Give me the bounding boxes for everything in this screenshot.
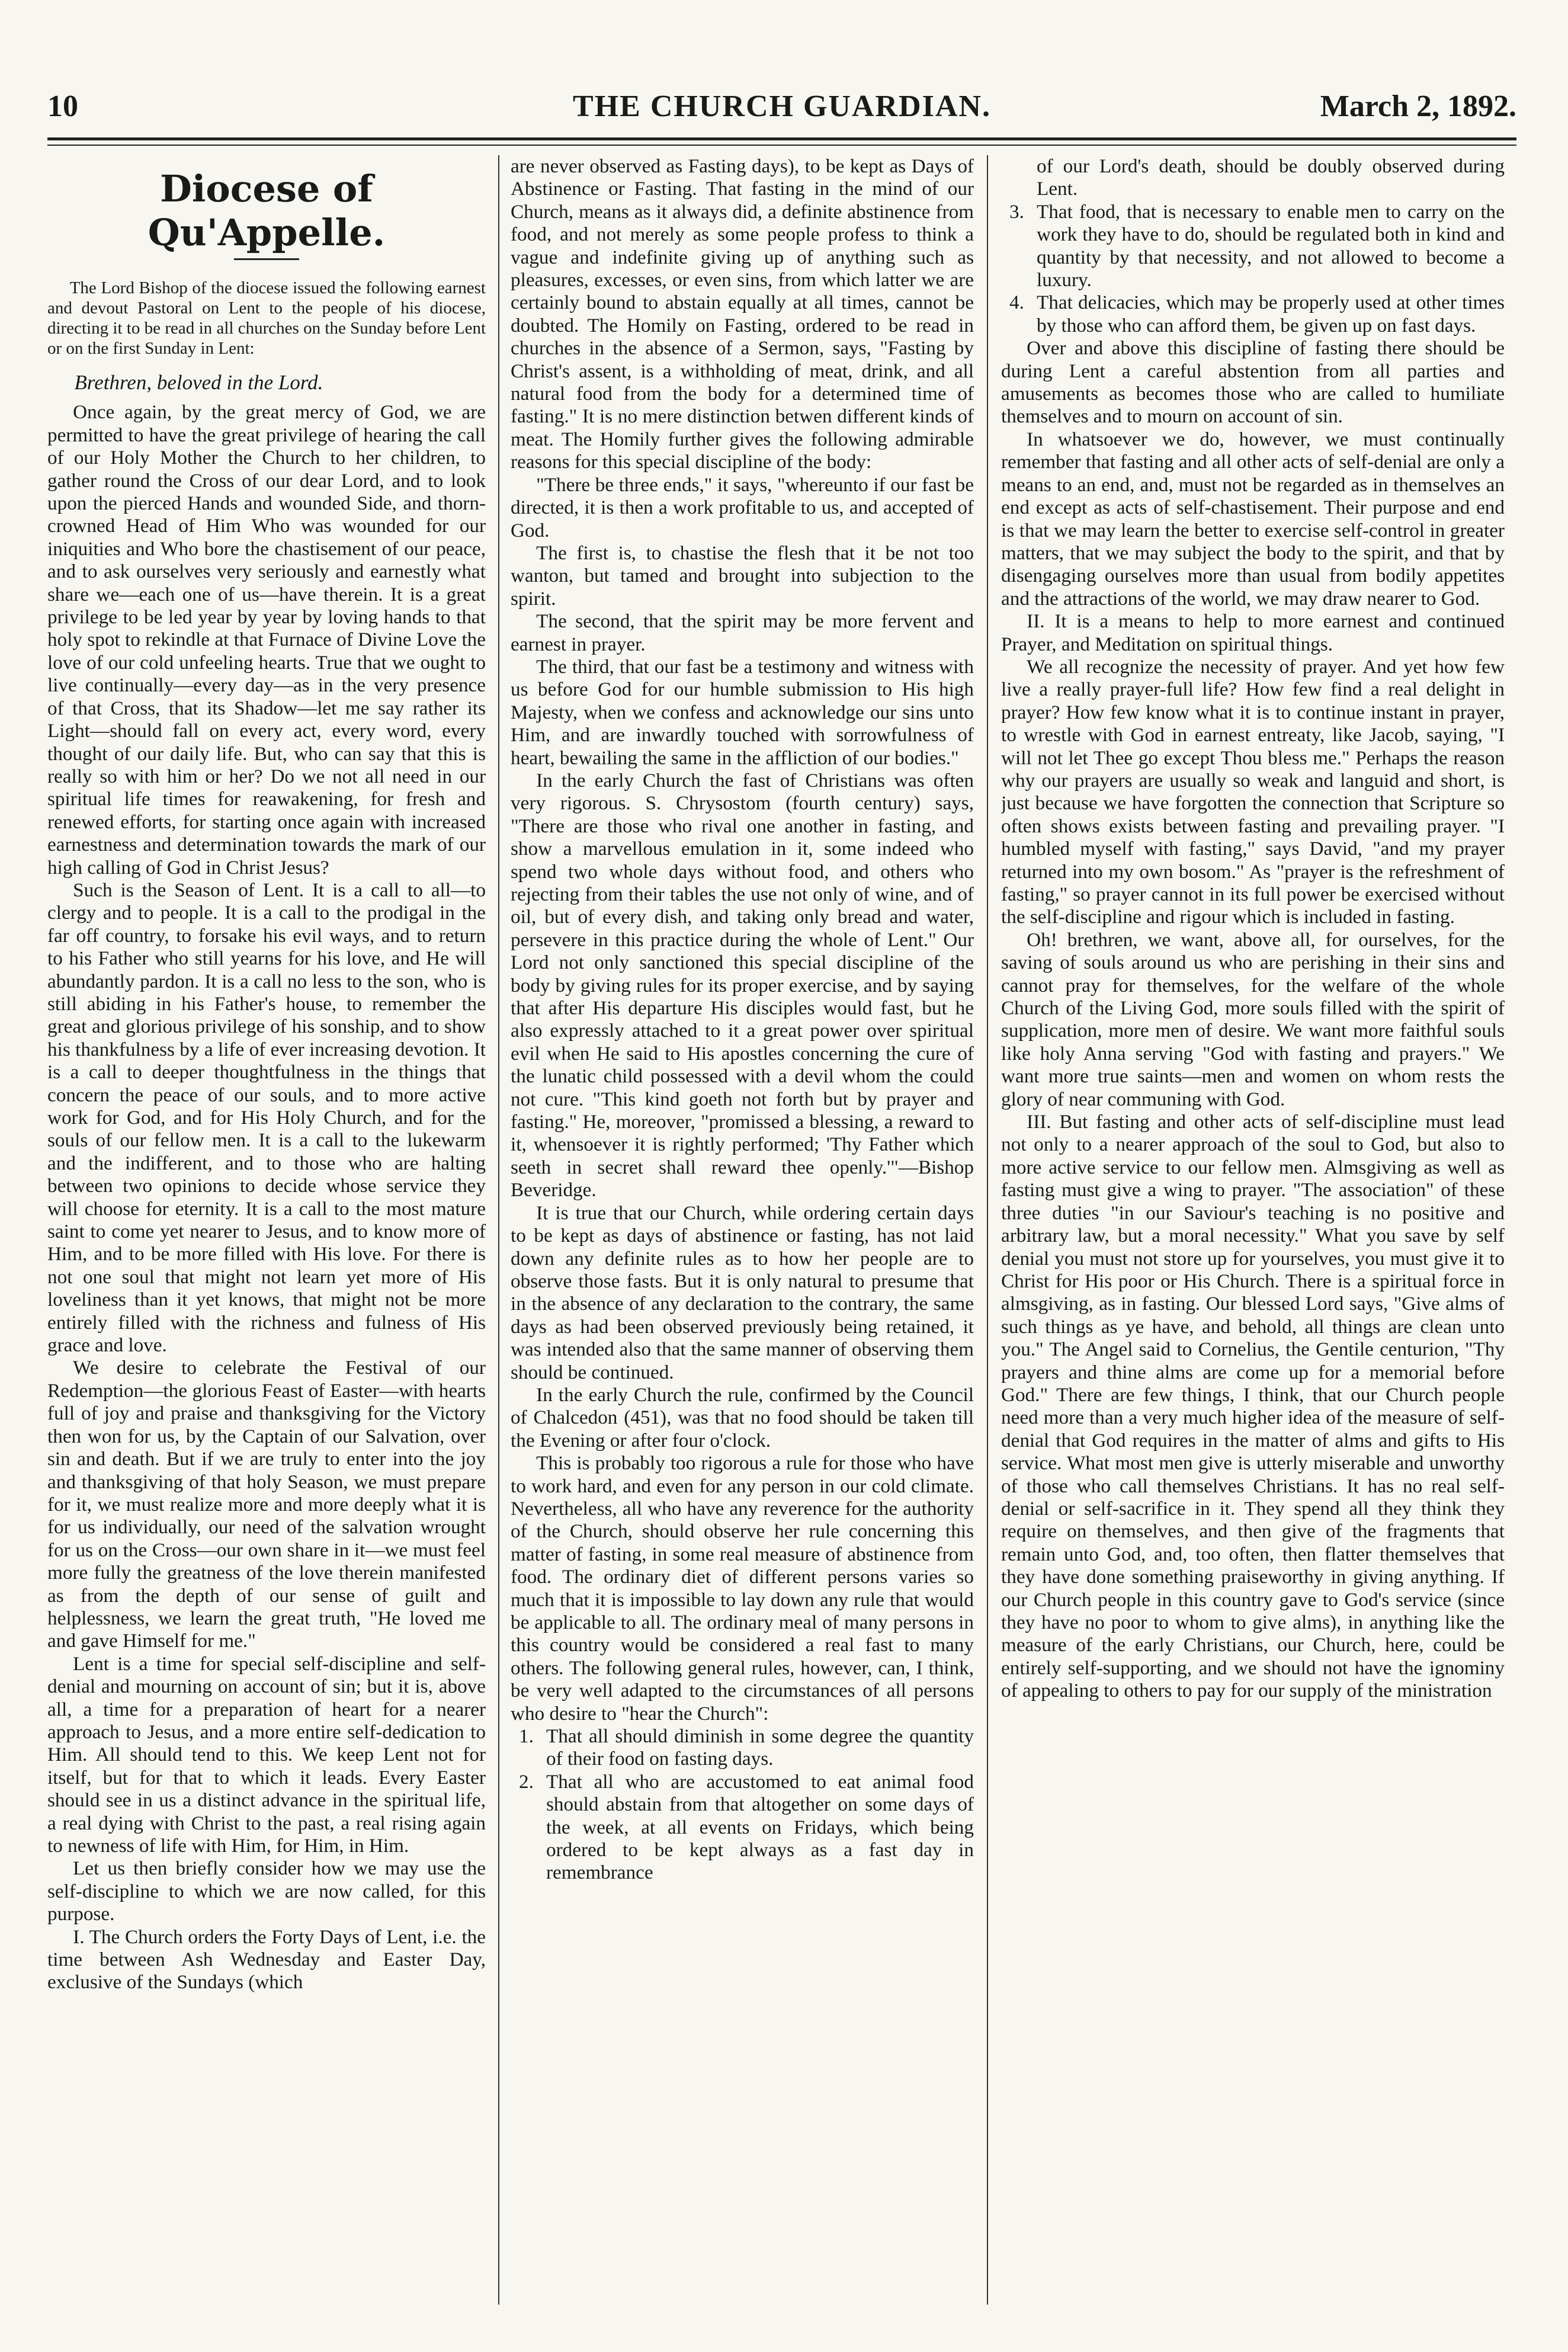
paragraph: We all recognize the necessity of prayer. And yet how few live a really prayer-full life? How few find a real delight in prayer? How few know what it is to continue instant in prayer, to wrestle with God in earnest entreaty, like Jacob, saying, "I will not let Thee go except Thou bless me." Perhaps the reason why our prayers are usually so weak and languid and short, is just because we have forgotten the connection that Scripture so often shows exists between fasting and prevailing prayer. "I humbled myself with fasting," says David, "and my prayer returned into my own bosom." As "prayer is the refreshment of fasting," so prayer cannot in its full power be exercised without the self-discipline and rigour which is included in fasting.	[1001, 655, 1505, 928]
list-item	[511, 1725, 974, 1771]
heading-rule	[234, 258, 299, 260]
column-divider	[987, 155, 988, 2305]
paragraph: Lent is a time for special self-discipline and self-denial and mourning on account of sin; but it is, above all, a time for a preparation of heart for a nearer approach to Jesus, and a more entire self-dedication to Him. All should tend to this. We keep Lent not for itself, but for that to which it leads. Every Easter should see in us a distinct advance in the spiritual life, a real dying with Christ to the past, a real rising again to newness of life with Him, for Him, in Him.	[47, 1652, 486, 1857]
article-heading: Diocese of Qu'Appelle.	[147, 167, 386, 254]
paragraph: I. The Church orders the Forty Days of Lent, i.e. the time between Ash Wednesday and Easter Day, exclusive of the Sundays (which	[47, 1925, 486, 1994]
column-1	[47, 155, 486, 2311]
article-intro: The Lord Bishop of the diocese issued the following earnest and devout Pastoral on Lent to the people of his diocese, directing it to be read in all churches on the Sunday before Lent or on the first Sunday in Lent:	[47, 278, 486, 358]
list-item	[511, 1771, 974, 1885]
header-rule	[47, 137, 1516, 140]
paragraph: In whatsoever we do, however, we must continually remember that fasting and all other acts of self-denial are only a means to an end, and, must not be regarded as in themselves an end except as acts of self-chastisement. Their purpose and end is that we may learn the better to exercise self-control in greater matters, that we may subject the body to the spirit, and that by disengaging ourselves more than usual from bodily appetites and the attractions of the world, we may draw nearer to God.	[1001, 428, 1505, 610]
list-item-text: That all who are accustomed to eat animal food should abstain from that altogether on some days of the week, at all events on Fridays, which being ordered to be kept always as a fast day in remembrance	[546, 1770, 974, 1884]
paragraph: In the early Church the fast of Christians was often very rigorous. S. Chrysostom (fourth century) says, "There are those who rival one another in fasting, and show a marvellous emulation in it, some indeed who spend two whole days without food, and others who rejecting from their tables the use not only of wine, and of oil, but of every dish, and taking only bread and water, persevere in this practice during the whole of Lent." Our Lord not only sanctioned this special discipline of the body by giving rules for its proper exercise, and by saying that after His departure His disciples would fast, but he also expressly attached to it a great power over spiritual evil when He said to His apostles concerning the cure of the lunatic child possessed with a devil whom the could not cure. "This kind goeth not forth but by prayer and fasting." He, moreover, "promissed a blessing, a reward to it, whensoever it is rightly performed; 'Thy Father which seeth in secret shall reward thee openly.'"—Bishop Beveridge.	[511, 769, 974, 1201]
list-item	[1001, 155, 1505, 201]
column-2	[511, 155, 974, 2311]
column-divider	[498, 155, 499, 2305]
list-item-text: That all should diminish in some degree the quantity of their food on fasting days.	[546, 1725, 974, 1770]
paragraph: Let us then briefly consider how we may use the self-discipline to which we are now called, for this purpose.	[47, 1857, 486, 1925]
issue-date: March 2, 1892.	[1320, 89, 1516, 123]
salutation: Brethren, beloved in the Lord.	[74, 371, 323, 394]
paragraph: We desire to celebrate the Festival of our Redemption—the glorious Feast of Easter—with hearts full of joy and praise and thanksgiving for the Victory then won for us, by the Captain of our Salvation, over sin and death. But if we are truly to enter into the joy and thanksgiving of that holy Season, we must prepare for it, we must realize more and more deeply what it is for us individually, our need of the salvation wrought for us on the Cross—our own share in it—we must feel more fully the greatness of the love therein manifested as from the depth of our sense of guilt and helplessness, we learn the great truth, "He loved me and gave Himself for me."	[47, 1357, 486, 1652]
paragraph: Oh! brethren, we want, above all, for ourselves, for the saving of souls around us who are perishing in their sins and cannot pray for themselves, for the welfare of the whole Church of the Living God, more souls filled with the spirit of supplication, more men of desire. We want more faithful souls like holy Anna serving "God with fasting and prayers." We want more true saints—men and women on whom rests the glory of near communing with God.	[1001, 928, 1505, 1110]
column-3	[1001, 155, 1505, 2311]
list-item-number: 1.	[519, 1725, 534, 1748]
list-item	[1001, 291, 1505, 337]
page-number: 10	[47, 89, 78, 123]
list-item-text: That food, that is necessary to enable men to carry on the work they have to do, should be regulated both in kind and quantity by that necessity, and not allowed to become a luxury.	[1037, 200, 1505, 291]
paragraph: Once again, by the great mercy of God, we are permitted to have the great privilege of hearing the call of our Holy Mother the Church to her children, to gather round the Cross of our dear Lord, and to look upon the pierced Hands and wounded Side, and thorn-crowned Head of Him Who was wounded for our iniquities and Who bore the chastisement of our peace, and to ask ourselves very seriously and earnestly what share we—each one of us—have therein. It is a great privilege to be led year by year by loving hands to that holy spot to rekindle at that Furnace of Divine Love the love of our cold unfeeling hearts. True that we ought to live continually—every day—as in the very presence of that Cross, that its Shadow—let me say rather its Light—should fall on every act, every word, every thought of our daily life. But, who can say that this is really so with him or her? Do we not all need in our spiritual life times for reawakening, for fresh and renewed efforts, for starting once again with increased earnestness and determination towards the mark of our high calling of God in Christ Jesus?	[47, 401, 486, 879]
paragraph: Over and above this discipline of fasting there should be during Lent a careful abstention from all parties and amusements as becomes those who are called to humiliate themselves and to mourn on account of sin.	[1001, 337, 1505, 428]
paper-title: THE CHURCH GUARDIAN.	[573, 89, 991, 123]
paragraph: "There be three ends," it says, "whereunto if our fast be directed, it is then a work profitable to us, and accepted of God.	[511, 473, 974, 541]
paragraph: are never observed as Fasting days), to be kept as Days of Abstinence or Fasting. That fasting in the mind of our Church, means as it always did, a definite abstinence from food, and not merely as some people profess to think a vague and indefinite giving up of anything such as pleasures, excesses, or even sins, from which latter we are certainly bound to abstain equally at all times, cannot be doubted. The Homily on Fasting, ordered to be read in churches in the absence of a Sermon, says, "Fasting by Christ's assent, is a withholding of meat, drink, and all natural food from the body for a determined time of fasting." It is no mere distinction betwen different kinds of meat. The Homily further gives the following admirable reasons for this special discipline of the body:	[511, 155, 974, 473]
paragraph: This is probably too rigorous a rule for those who have to work hard, and even for any person in our cold climate. Nevertheless, all who have any reverence for the authority of the Church, should observe her rule concerning this matter of fasting, in some real measure of abstinence from food. The ordinary diet of different persons varies so much that it is impossible to lay down any rule that would be applicable to all. The ordinary meal of many persons in this country would be considered a real fast to many others. The following general rules, however, can, I think, be very well adapted to the circumstances of all persons who desire to "hear the Church":	[511, 1452, 974, 1725]
fasting-rules-list-continued	[1001, 155, 1505, 337]
list-item-number: 4.	[1009, 291, 1024, 314]
header-rule-thin	[47, 145, 1516, 146]
paragraph: The first is, to chastise the flesh that it be not too wanton, but tamed and brought into subjection to the spirit.	[511, 541, 974, 610]
paragraph: In the early Church the rule, confirmed by the Council of Chalcedon (451), was that no food should be taken till the Evening or after four o'clock.	[511, 1383, 974, 1451]
paragraph: It is true that our Church, while ordering certain days to be kept as days of abstinence or fasting, has not laid down any definite rules as to how her people are to observe those fasts. But it is only natural to presume that in the absence of any declaration to the contrary, the same days as had been observed previously being retained, it was intended also that the same manner of observing them should be continued.	[511, 1201, 974, 1383]
masthead	[47, 89, 1516, 130]
paragraph: The third, that our fast be a testimony and witness with us before God for our humble submission to His high Majesty, when we confess and acknowledge our sins unto Him, and are inwardly touched with sorrowfulness of heart, bewailing the same in the affliction of our bodies."	[511, 655, 974, 769]
list-item-text: That delicacies, which may be properly used at other times by those who can afford them, be given up on fast days.	[1037, 291, 1505, 337]
list-item	[1001, 201, 1505, 292]
list-item-number: 2.	[519, 1770, 534, 1793]
paragraph: III. But fasting and other acts of self-discipline must lead not only to a nearer approach of the soul to God, but also to more active service to our fellow men. Almsgiving as well as fasting must give a wing to prayer. "The association" of these three duties "in our Saviour's teaching is no positive and arbitrary law, but a moral necessity." What you save by self denial you must not store up for yourselves, you must give it to Christ for His poor or His Church. There is a spiritual force in almsgiving, as in fasting. Our blessed Lord says, "Give alms of such things as ye have, and behold, all things are clean unto you." The Angel said to Cornelius, the Gentile centurion, "Thy prayers and thine alms are come up for a memorial before God." There are few things, I think, that our Church people need more than a very much higher idea of the measure of self-denial that God requires in the matter of alms and gifts to His service. What most men give is utterly miserable and unworthy of those who call themselves Christians. It has no real self-denial or self-sacrifice in it. They spend all they think they require on themselves, and then give of the fragments that remain unto God, and, too often, then flatter themselves that they have done something praiseworthy in giving anything. If our Church people in this country gave to God's service (since they have no poor to whom to give alms), in anything like the measure of the early Christians, our Church, here, could be entirely self-supporting, and we should not have the ignominy of appealing to others to pay for our supply of the ministration	[1001, 1111, 1505, 1702]
paragraph: The second, that the spirit may be more fervent and earnest in prayer.	[511, 610, 974, 655]
paragraph: II. It is a means to help to more earnest and continued Prayer, and Meditation on spiritual things.	[1001, 610, 1505, 655]
list-item-text: of our Lord's death, should be doubly observed during Lent.	[1037, 155, 1505, 200]
fasting-rules-list	[511, 1725, 974, 1885]
paragraph: Such is the Season of Lent. It is a call to all—to clergy and to people. It is a call to the prodigal in the far off country, to forsake his evil ways, and to return to his Father who still yearns for his love, and He will abundantly pardon. It is a call no less to the son, who is still abiding in his Father's house, to remember the great and glorious privilege of his sonship, and to show his thankfulness by a life of ever increasing devotion. It is a call to deeper thoughtfulness in the things that concern the peace of our souls, and to more active work for God, and for His Holy Church, and for the souls of our fellow men. It is a call to the lukewarm and the indifferent, and to those who are halting between two opinions to decide whose service they will choose for eternity. It is a call to the most mature saint to come yet nearer to Jesus, and to know more of Him, and to be more filled with His love. For there is not one soul that might not learn yet more of His loveliness than it yet knows, that might not be more entirely filled with the richness and fulness of His grace and love.	[47, 879, 486, 1357]
list-item-number: 3.	[1009, 200, 1024, 223]
